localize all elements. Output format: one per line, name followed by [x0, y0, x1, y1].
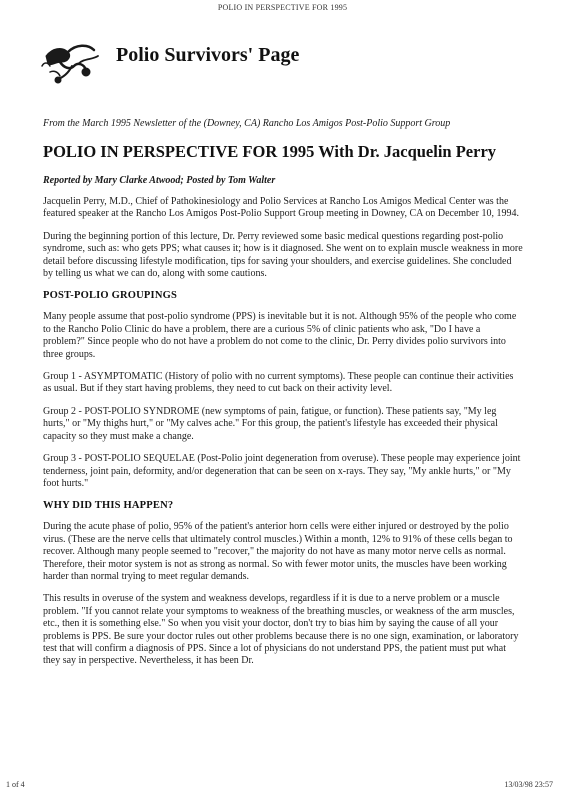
paragraph-why-2: This results in overuse of the system and weakness develops, regardless if it is due to a nerve problem or a muscle problem. "If you cannot relate your symptoms to weakness of the breathing muscles, or weakness of the arm muscles, etc., then it is something else." So when you visit your doctor, don't try to bias him by saying the cause of all your problems is PPS. Be sure your doctor rules out other problems because there is no one sign, examination, or laboratory test that will confirm a diagnosis of PPS. Since a lot of physicians do not understand PPS, the patient must put what they say in perspective. Nevertheless, it has been Dr. [43, 593, 519, 667]
section-heading-why: WHY DID THIS HAPPEN? [43, 500, 174, 512]
paragraph-group-1: Group 1 - ASYMPTOMATIC (History of polio with no current symptoms). These people can continue their activities as usual. But if they start having problems, they need to cut back on their activity level. [43, 371, 514, 395]
source-line: From the March 1995 Newsletter of the (Downey, CA) Rancho Los Amigos Post-Polio Support Group [43, 118, 451, 129]
print-timestamp: 13/03/98 23:57 [504, 780, 553, 789]
running-head: POLIO IN PERSPECTIVE FOR 1995 [217, 3, 348, 12]
site-title: Polio Survivors' Page [116, 44, 300, 66]
byline: Reported by Mary Clarke Atwood; Posted by Tom Walter [43, 175, 276, 186]
polio-survivor-figure-icon [38, 36, 108, 86]
section-heading-groupings: POST-POLIO GROUPINGS [43, 290, 178, 302]
paragraph-intro-1: Jacquelin Perry, M.D., Chief of Pathokinesiology and Polio Services at Rancho Los Amigos Medical Center was the featured speaker at the Rancho Los Amigos Post-Polio Support Group meeting in Downey, CA on December 10, 1994. [43, 196, 519, 220]
article-headline: POLIO IN PERSPECTIVE FOR 1995 With Dr. Jacquelin Perry [43, 142, 497, 161]
paragraph-group-3: Group 3 - POST-POLIO SEQUELAE (Post-Polio joint degeneration from overuse). These people may experience joint tenderness, joint pain, deformity, and/or degeneration that can be seen on x-rays. They say, "My ankle hurts," or "My foot hurts." [43, 453, 521, 489]
paragraph-groupings-intro: Many people assume that post-polio syndrome (PPS) is inevitable but it is not. Although 95% of the people who come to the Rancho Polio Clinic do have a problem, there are a curious 5% of clinic patients who ask, "Do I have a problem?" Since people who do not have a problem do not come to the clinic, Dr. Perry divides polio survivors into three groups. [43, 311, 517, 360]
paragraph-group-2: Group 2 - POST-POLIO SYNDROME (new symptoms of pain, fatigue, or function). These patients say, "My leg hurts," or "My thighs hurt," or "My calves ache." For this group, the patient's lifestyle has exceeded their physical capacity so they must make a change. [43, 405, 498, 442]
paragraph-why-1: During the acute phase of polio, 95% of the patient's anterior horn cells were either injured or destroyed by the polio virus. (These are the nerve cells that ultimately control muscles.) Within a month, 12% to 91% of these cells began to recover. Although many people seemed to "recover," the majority do not have as many motor nerve cells as normal. Therefore, their motor system is not as strong as normal. So with fewer motor units, the muscles have been working harder than normal trying to meet regular demands. [43, 521, 513, 582]
page-number: 1 of 4 [6, 780, 25, 789]
article-body [43, 196, 523, 678]
paragraph-intro-2: During the beginning portion of this lecture, Dr. Perry reviewed some basic medical questions regarding post-polio syndrome, such as: who gets PPS; what causes it; how is it diagnosed. She went on to explain muscle weakness in more detail before discussing lifestyle modification, tips for saving your shoulders, and exercise guidelines. She concluded by telling us what we can do, along with some cautions. [43, 230, 523, 280]
